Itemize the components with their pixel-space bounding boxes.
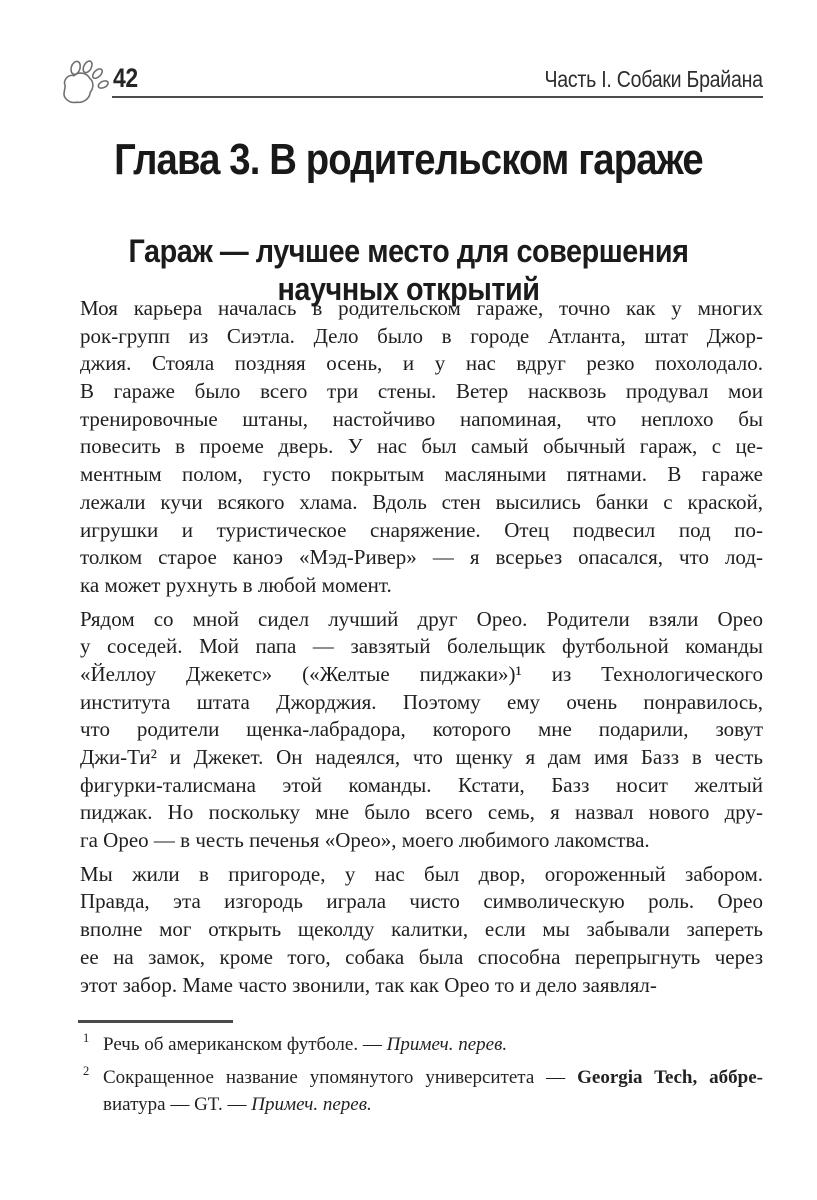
paragraph bbox=[80, 606, 763, 855]
body-line: тренировочные штаны, настойчиво напоминая, что неплохо бы bbox=[80, 406, 763, 431]
body-line: этот забор. Маме часто звонили, так как Орео то и дело заявлял- bbox=[80, 972, 657, 997]
footnote-text-segment: виатура — GT. — bbox=[103, 1094, 252, 1115]
body-line: Рядом со мной сидел лучший друг Орео. Родители взяли Орео bbox=[80, 606, 763, 631]
body-line: Джи-Ти² и Джекет. Он надеялся, что щенку я дам имя Базз в честь bbox=[80, 745, 763, 769]
body-line: толком старое каноэ «Мэд-Ривер» — я всерьез опасался, что лод- bbox=[80, 545, 763, 570]
footnote-rule bbox=[78, 1020, 233, 1023]
body-line: у соседей. Мой папа — завзятый болельщик футбольной команды bbox=[80, 634, 763, 659]
section-heading-line2: научных открытий bbox=[277, 270, 540, 307]
paw-toe bbox=[81, 60, 93, 75]
footnote-text-segment: Сокращенное название упомянутого университета — bbox=[103, 1067, 578, 1088]
footnote-text-segment: Примеч. перев. bbox=[386, 1034, 508, 1055]
running-head: Часть I. Собаки Брайана bbox=[544, 66, 763, 92]
paragraph bbox=[80, 295, 763, 600]
body-line: повесить в проеме дверь. У нас был самый обычный гараж, с це- bbox=[80, 434, 763, 459]
footnote bbox=[80, 1031, 763, 1058]
footnote-text-segment: Примеч. перев. bbox=[251, 1094, 372, 1115]
body-line: «Йеллоу Джекетс» («Желтые пиджаки»)¹ из Технологического bbox=[80, 661, 763, 686]
header-rule bbox=[112, 96, 763, 98]
footnote-line bbox=[103, 1091, 763, 1118]
body-line: ментным полом, густо покрытым масляными пятнами. В гараже bbox=[80, 462, 763, 487]
chapter-title: Глава 3. В родительском гараже bbox=[114, 135, 703, 185]
body-line: вполне мог открыть щеколду калитки, если мы забывали запереть bbox=[80, 917, 763, 942]
footnote-marker: 1 bbox=[83, 1031, 90, 1045]
page-number: 42 bbox=[113, 63, 138, 93]
paw-toe bbox=[91, 67, 104, 80]
footnote-line bbox=[103, 1064, 763, 1091]
body-line: ее на замок, кроме того, собака была способна перепрыгнуть через bbox=[80, 944, 763, 969]
paragraph bbox=[80, 861, 763, 999]
footnote-text-segment: Речь об американском футболе. — bbox=[103, 1034, 387, 1055]
paw-toe bbox=[97, 79, 109, 89]
body-line: Мы жили в пригороде, у нас был двор, огороженный забором. bbox=[80, 861, 763, 886]
footnote-text-segment: Georgia Tech, аббре- bbox=[577, 1067, 763, 1088]
body-line: рок-групп из Сиэтла. Дело было в городе Атланта, штат Джор- bbox=[80, 323, 763, 348]
paw-print-icon bbox=[59, 59, 111, 109]
section-heading-line1: Гараж — лучшее место для совершения bbox=[128, 232, 689, 269]
footnote-marker: 2 bbox=[83, 1064, 90, 1078]
body-line: фигурки-талисмана этой команды. Кстати, Базз носит желтый bbox=[80, 772, 763, 797]
body-line: лежали кучи всякого хлама. Вдоль стен высились банки с краской, bbox=[80, 489, 763, 514]
body-line: ка может рухнуть в любой момент. bbox=[80, 572, 392, 597]
body-line: пиджак. Но поскольку мне было всего семь, я назвал нового дру- bbox=[80, 800, 763, 825]
body-line: института штата Джорджия. Поэтому ему очень понравилось, bbox=[80, 689, 763, 714]
footnote bbox=[80, 1064, 763, 1118]
body-line: га Орео — в честь печенья «Орео», моего любимого лакомства. bbox=[80, 828, 650, 853]
body-line: что родители щенка-лабрадора, которого мне подарили, зовут bbox=[80, 717, 763, 742]
body-line: В гараже было всего три стены. Ветер насквозь продувал мои bbox=[80, 379, 763, 404]
body-line: игрушки и туристическое снаряжение. Отец подвесил под по- bbox=[80, 517, 763, 542]
paw-pad bbox=[64, 73, 93, 102]
body-line: Правда, эта изгородь играла чисто символическую роль. Орео bbox=[80, 889, 763, 914]
footnotes bbox=[80, 1031, 763, 1118]
footnote-line bbox=[103, 1031, 763, 1058]
body-line: джия. Стояла поздняя осень, и у нас вдруг резко похолодало. bbox=[80, 351, 763, 376]
body-line: Моя карьера началась в родительском гараже, точно как у многих bbox=[80, 296, 763, 320]
body-text bbox=[80, 295, 763, 999]
